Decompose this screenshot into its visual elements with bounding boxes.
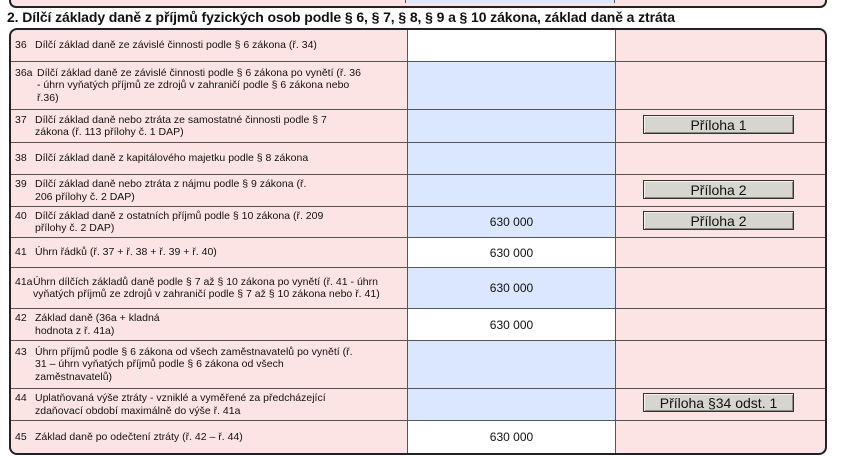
attachment-34-button[interactable]: Příloha §34 odst. 1 [643,393,794,412]
row-number: 45 [15,430,27,443]
row-39-value-field[interactable] [407,175,616,206]
row-number: 37 [15,113,27,126]
table-row-41 [11,238,825,268]
row-41a-value-field[interactable]: 630 000 [407,268,616,308]
row-label [11,207,407,237]
row-44-value-field[interactable] [407,389,616,420]
row-side-cell [616,421,825,453]
row-side-cell [616,341,825,388]
row-37-value-field[interactable] [407,110,616,142]
row-number: 36 [15,39,27,52]
row-number: 40 [15,209,27,222]
row-label [11,238,407,267]
row-label [11,309,407,340]
row-side-cell [616,309,825,340]
row-text: Úhrn dílčích základů daně podle § 7 až § 10 zákona po vynětí (ř. 41 - úhrn vyňatých příjmů ze zdrojů v zahraničí podle § 7 až § 10 zákona nebo ř. 41) [33,275,380,300]
row-label [11,268,407,308]
row-side-cell [616,389,825,420]
table-row-39 [11,175,825,207]
row-number: 42 [15,312,27,324]
row-side-cell [616,175,825,206]
attachment-2-button[interactable]: Příloha 2 [643,180,794,199]
row-36-value-field[interactable] [407,30,616,61]
attachment-1-button[interactable]: Příloha 1 [643,115,794,134]
section-title: 2. Dílčí základy daně z příjmů fyzických osob podle § 6, § 7, § 8, § 9 a § 10 zákona, základ daně a ztráta [7,9,675,25]
row-number: 39 [15,178,27,190]
row-label [11,62,407,109]
row-side-cell [616,30,825,61]
table-row-36 [11,30,825,62]
table-row-45 [11,421,825,453]
row-label [11,341,407,388]
table-row-43 [11,341,825,389]
row-text: Základ daně po odečtení ztráty (ř. 42 – ř. 44) [35,430,243,443]
row-text: Úhrn příjmů podle § 6 zákona od všech zaměstnavatelů po vynětí (ř. 31 – úhrn vyňatých příjmů podle § 6 zákona od všech zaměstnavatelů) [35,345,353,383]
row-41-value-field[interactable]: 630 000 [407,238,616,267]
row-label [11,110,407,142]
table-row-36a [11,62,825,110]
row-40-value-field[interactable]: 630 000 [407,207,616,237]
table-row-41a [11,268,825,309]
row-42-value-field[interactable]: 630 000 [407,309,616,340]
row-45-value-field[interactable]: 630 000 [407,421,616,453]
row-number: 38 [15,152,27,165]
row-36a-value-field[interactable] [407,62,616,109]
row-label [11,175,407,206]
table-row-44 [11,389,825,421]
row-43-value-field[interactable] [407,341,616,388]
row-text: Dílčí základ daně nebo ztráta ze samostatné činnosti podle § 7 zákona (ř. 113 přílohy č. 1 DAP) [35,113,327,138]
row-label [11,389,407,420]
row-label [11,30,407,61]
row-number: 36a [15,66,33,79]
row-side-cell [616,207,825,237]
row-number: 41a [15,275,33,288]
row-label [11,421,407,453]
table-row-37 [11,110,825,143]
table-row-40 [11,207,825,238]
row-38-value-field[interactable] [407,143,616,174]
table-row-38 [11,143,825,175]
row-number: 44 [15,392,27,404]
row-number: 41 [15,246,27,259]
tax-base-table [9,28,827,455]
row-text: Úhrn řádků (ř. 37 + ř. 38 + ř. 39 + ř. 40) [35,246,217,259]
row-text: Dílčí základ daně nebo ztráta z nájmu podle § 9 zákona (ř. 206 přílohy č. 2 DAP) [35,178,307,203]
row-text: Dílčí základ daně z kapitálového majetku podle § 8 zákona [35,152,309,165]
row-text: Dílčí základ daně ze závislé činnosti podle § 6 zákona (ř. 34) [35,39,317,52]
previous-section-value-cell[interactable] [405,0,615,3]
row-side-cell [616,268,825,308]
row-side-cell [616,238,825,267]
row-label [11,143,407,174]
attachment-2-button[interactable]: Příloha 2 [643,211,794,230]
row-text: Dílčí základ daně ze závislé činnosti podle § 6 zákona po vynětí (ř. 36 - úhrn vyňatých příjmů ze zdrojů v zahraničí podle § 6 zákona nebo ř.36) [37,66,361,104]
row-text: Dílčí základ daně z ostatních příjmů podle § 10 zákona (ř. 209 přílohy č. 2 DAP) [35,209,324,234]
row-side-cell [616,110,825,142]
row-side-cell [616,143,825,174]
table-row-42 [11,309,825,341]
previous-section-edge [0,0,851,9]
row-text: Uplatňovaná výše ztráty - vzniklé a vyměřené za předcházející zdaňovací období maximálně do výše ř. 41a [35,392,326,417]
row-text: Základ daně (36a + kladná hodnota z ř. 41a) [35,312,160,337]
row-side-cell [616,62,825,109]
row-number: 43 [15,345,27,358]
